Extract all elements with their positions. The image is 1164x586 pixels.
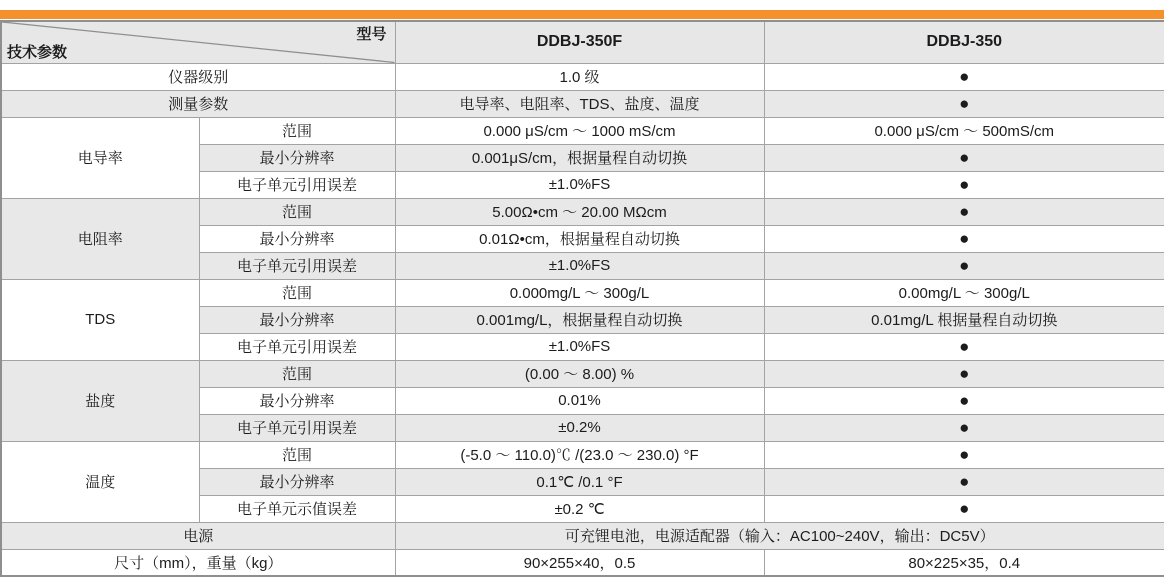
value-350f: ±1.0%FS xyxy=(395,333,764,360)
value-350-bullet: ● xyxy=(764,198,1164,225)
value-both-models: 可充锂电池，电源适配器（输入：AC100~240V，输出：DC5V） xyxy=(395,522,1164,549)
value-350f: ±1.0%FS xyxy=(395,171,764,198)
value-350f: 0.001mg/L，根据量程自动切换 xyxy=(395,306,764,333)
row-label: 电子单元引用误差 xyxy=(199,414,395,441)
row-label: 范围 xyxy=(199,198,395,225)
group-label-tds: TDS xyxy=(1,279,199,360)
row-label: 最小分辨率 xyxy=(199,225,395,252)
group-label-resistivity: 电阻率 xyxy=(1,198,199,279)
row-label: 电源 xyxy=(1,522,395,549)
value-350-bullet: ● xyxy=(764,387,1164,414)
row-label: 最小分辨率 xyxy=(199,144,395,171)
spec-table xyxy=(0,20,1164,577)
row-label: 范围 xyxy=(199,360,395,387)
header-model-label: 型号 xyxy=(356,26,387,43)
row-label: 测量参数 xyxy=(1,90,395,117)
row-label: 电子单元示值误差 xyxy=(199,495,395,522)
value-350: 0.000 μS/cm ～ 500mS/cm xyxy=(764,117,1164,144)
value-350-bullet: ● xyxy=(764,252,1164,279)
value-350f: (-5.0 ～ 110.0)℃ /(23.0 ～ 230.0) °F xyxy=(395,441,764,468)
table-row-measured-params xyxy=(1,90,1164,117)
table-row-power xyxy=(1,522,1164,549)
row-label: 范围 xyxy=(199,441,395,468)
value-350-bullet: ● xyxy=(764,144,1164,171)
value-350f: 0.01% xyxy=(395,387,764,414)
value-350-bullet: ● xyxy=(764,414,1164,441)
value-350-bullet: ● xyxy=(764,90,1164,117)
value-350: 0.01mg/L 根据量程自动切换 xyxy=(764,306,1164,333)
row-label: 仪器级别 xyxy=(1,63,395,90)
row-label: 电子单元引用误差 xyxy=(199,252,395,279)
value-350f: ±0.2 ℃ xyxy=(395,495,764,522)
column-header-ddbj-350f: DDBJ-350F xyxy=(395,21,764,63)
value-350-bullet: ● xyxy=(764,171,1164,198)
value-350-bullet: ● xyxy=(764,333,1164,360)
table-row-salinity-range xyxy=(1,360,1164,387)
table-row-dimensions xyxy=(1,549,1164,576)
value-350f: 0.000 μS/cm ～ 1000 mS/cm xyxy=(395,117,764,144)
value-350f: 0.1℃ /0.1 °F xyxy=(395,468,764,495)
table-row-resistivity-range xyxy=(1,198,1164,225)
table-row-conductivity-range xyxy=(1,117,1164,144)
value-350-bullet: ● xyxy=(764,495,1164,522)
value-350-bullet: ● xyxy=(764,360,1164,387)
diagonal-header-cell xyxy=(1,21,395,63)
value-350: 0.00mg/L ～ 300g/L xyxy=(764,279,1164,306)
orange-accent-bar xyxy=(0,10,1164,19)
value-350-bullet: ● xyxy=(764,441,1164,468)
table-header-row xyxy=(1,21,1164,63)
value-350f: ±0.2% xyxy=(395,414,764,441)
group-label-temperature: 温度 xyxy=(1,441,199,522)
value-350f: ±1.0%FS xyxy=(395,252,764,279)
row-label: 范围 xyxy=(199,117,395,144)
value-350f: 90×255×40，0.5 xyxy=(395,549,764,576)
row-label: 尺寸（mm），重量（kg） xyxy=(1,549,395,576)
row-label: 最小分辨率 xyxy=(199,306,395,333)
value-350-bullet: ● xyxy=(764,468,1164,495)
value-350-bullet: ● xyxy=(764,225,1164,252)
value-350f: 0.01Ω•cm，根据量程自动切换 xyxy=(395,225,764,252)
table-row-instrument-level xyxy=(1,63,1164,90)
table-row-temperature-range xyxy=(1,441,1164,468)
table-row-tds-range xyxy=(1,279,1164,306)
value-350f: (0.00 ～ 8.00) % xyxy=(395,360,764,387)
value-350f: 0.000mg/L ～ 300g/L xyxy=(395,279,764,306)
value-350: 80×225×35，0.4 xyxy=(764,549,1164,576)
value-350-bullet: ● xyxy=(764,63,1164,90)
header-tech-params-label: 技术参数 xyxy=(7,43,68,61)
row-label: 最小分辨率 xyxy=(199,387,395,414)
value-350f: 电导率、电阻率、TDS、盐度、温度 xyxy=(395,90,764,117)
group-label-conductivity: 电导率 xyxy=(1,117,199,198)
value-350f: 0.001μS/cm，根据量程自动切换 xyxy=(395,144,764,171)
row-label: 最小分辨率 xyxy=(199,468,395,495)
row-label: 电子单元引用误差 xyxy=(199,171,395,198)
value-350f: 1.0 级 xyxy=(395,63,764,90)
column-header-ddbj-350: DDBJ-350 xyxy=(764,21,1164,63)
group-label-salinity: 盐度 xyxy=(1,360,199,441)
value-350f: 5.00Ω•cm ～ 20.00 MΩcm xyxy=(395,198,764,225)
row-label: 电子单元引用误差 xyxy=(199,333,395,360)
row-label: 范围 xyxy=(199,279,395,306)
